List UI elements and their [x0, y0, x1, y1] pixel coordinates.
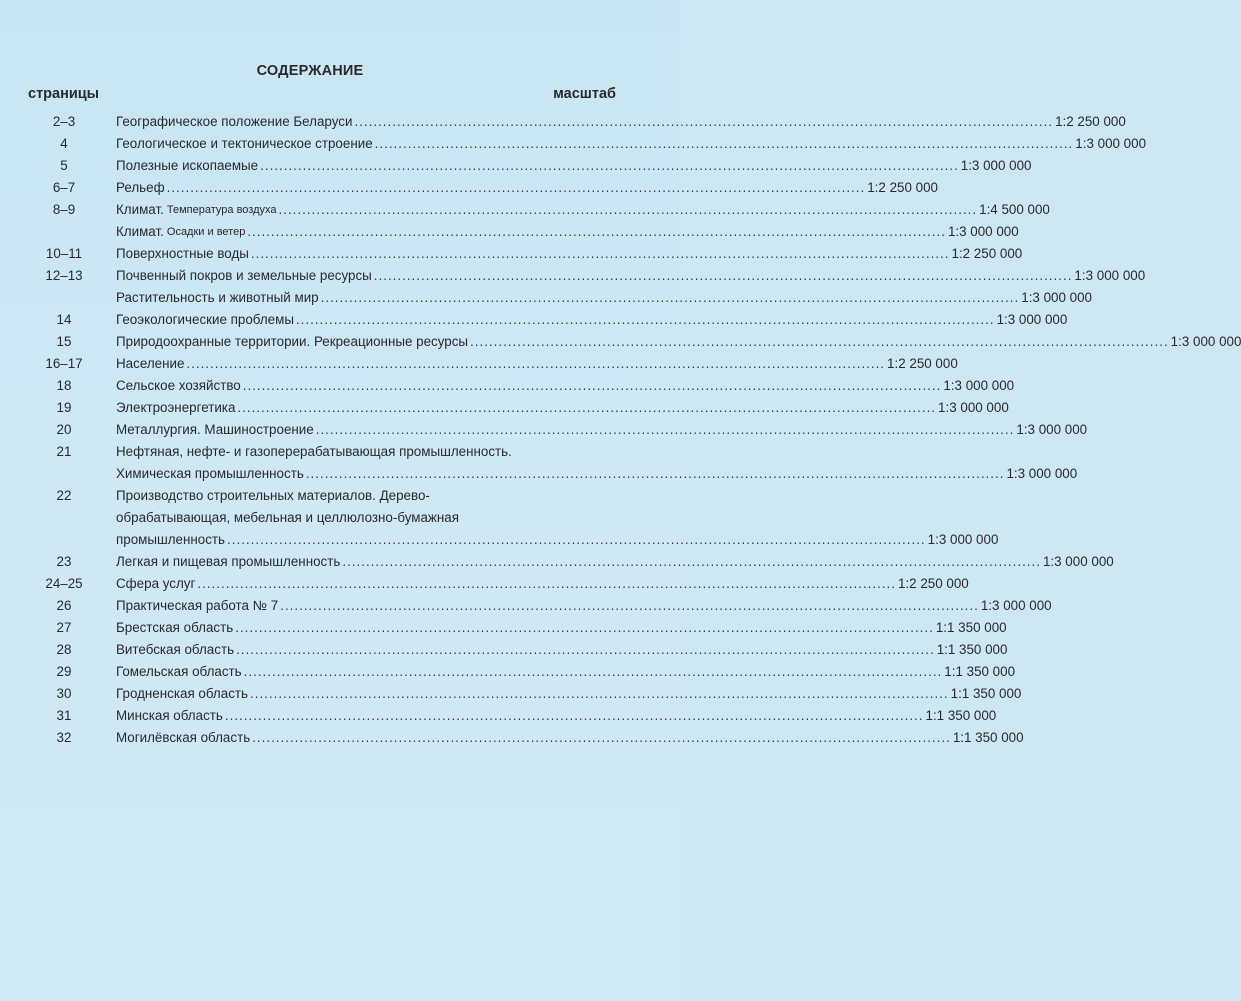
toc-entry: [0, 705, 997, 727]
toc-page-number: 14: [56, 312, 72, 327]
toc-page-number: 31: [56, 708, 72, 723]
toc-entry-title: Сфера услуг: [116, 576, 196, 591]
toc-entry: [0, 617, 1007, 639]
toc-entry-scale: 1:3 000 000: [1042, 554, 1114, 569]
leader-dots: ....................................................................................................................................................: [252, 730, 951, 745]
toc-entry: [0, 243, 1023, 265]
toc-entry: [0, 265, 1146, 287]
toc-entry: [0, 595, 1052, 617]
toc-entry-title: Гомельская область: [116, 664, 242, 679]
leader-dots: ....................................................................................................................................................: [295, 312, 995, 327]
toc-entry-title: Полезные ископаемые: [116, 158, 259, 173]
toc-entry-title: Поверхностные воды: [116, 246, 249, 261]
toc-page-number: 30: [56, 686, 72, 701]
toc-entry: [0, 111, 1126, 133]
toc-entry: [0, 133, 1147, 155]
leader-dots: ....................................................................................................................................................: [470, 334, 1169, 349]
toc-entry-title: Химическая промышленность: [116, 466, 304, 481]
toc-entry: [0, 177, 938, 199]
toc-entry-scale: 1:3 000 000: [960, 158, 1032, 173]
toc-entry-scale: 1:3 000 000: [1021, 290, 1092, 305]
toc-entry-scale: 1:1 350 000: [925, 708, 997, 723]
toc-page-number: 24–25: [45, 576, 83, 591]
toc-entry-scale: 1:3 000 000: [1075, 136, 1147, 151]
toc-page-number: 16–17: [45, 356, 83, 371]
toc-entry-title: Сельское хозяйство: [116, 378, 241, 393]
leader-dots: ....................................................................................................................................................: [354, 114, 1054, 129]
toc-entry-title: Нефтяная, нефте- и газоперерабатывающая промышленность.: [116, 444, 512, 459]
toc-page-number: 22: [56, 488, 72, 503]
toc-entry-title: Гродненская область: [116, 686, 248, 701]
toc-entry: [0, 727, 1024, 749]
toc-page-number: 19: [56, 400, 72, 415]
toc-entry-scale: 1:1 350 000: [936, 642, 1008, 657]
toc-entry: [0, 397, 1009, 419]
toc-entry-text: [116, 397, 1009, 419]
toc-entry-scale: 1:2 250 000: [867, 180, 938, 195]
toc-entry-title: Геоэкологические проблемы: [116, 312, 294, 327]
toc-entry-scale: 1:2 250 000: [887, 356, 958, 371]
toc-page-number: 6–7: [52, 180, 76, 195]
toc-entry-title: Климат.: [116, 202, 164, 217]
toc-entry-subtitle: Температура воздуха: [163, 204, 277, 216]
toc-page-number: 29: [56, 664, 72, 679]
table-of-contents: [0, 111, 1241, 749]
leader-dots: ....................................................................................................................................................: [320, 290, 1020, 305]
toc-entry-title: Электроэнергетика: [116, 400, 236, 415]
toc-entry-text: [116, 375, 1015, 397]
toc-entry-scale: 1:3 000 000: [1074, 268, 1146, 283]
toc-page-number: 21: [56, 444, 72, 459]
toc-entry: [0, 309, 1068, 331]
leader-dots: ....................................................................................................................................................: [280, 598, 979, 613]
toc-entry-scale: 1:2 250 000: [951, 246, 1023, 261]
toc-entry: [0, 221, 1019, 243]
leader-dots: ....................................................................................................................................................: [235, 620, 934, 635]
leader-dots: ....................................................................................................................................................: [236, 642, 935, 657]
leader-dots: ....................................................................................................................................................: [197, 576, 897, 591]
toc-entry: [0, 375, 1015, 397]
toc-entry: [0, 419, 1088, 441]
toc-entry-text: [116, 727, 1024, 749]
scale-column-header: масштаб: [553, 86, 616, 102]
toc-entry: [0, 639, 1008, 661]
toc-page-number: 28: [56, 642, 72, 657]
toc-page-number: 8–9: [52, 202, 76, 217]
toc-entry-text: [116, 177, 938, 199]
toc-entry-title: Минская область: [116, 708, 223, 723]
leader-dots: ....................................................................................................................................................: [227, 532, 926, 547]
toc-entry: [0, 661, 1016, 683]
toc-page-number: 20: [56, 422, 72, 437]
toc-entry-title: Геологическое и тектоническое строение: [116, 136, 373, 151]
leader-dots: ....................................................................................................................................................: [373, 268, 1073, 283]
toc-entry: [0, 573, 969, 595]
toc-entry-title: Рельеф: [116, 180, 165, 195]
toc-page-number: 26: [56, 598, 72, 613]
toc-entry-scale: 1:1 350 000: [935, 620, 1007, 635]
toc-entry: [0, 353, 958, 375]
leader-dots: ....................................................................................................................................................: [260, 158, 959, 173]
toc-page-number: 4: [60, 136, 68, 151]
toc-entry-title: Почвенный покров и земельные ресурсы: [116, 268, 372, 283]
toc-entry-title: Могилёвская область: [116, 730, 251, 745]
leader-dots: ....................................................................................................................................................: [186, 356, 886, 371]
toc-entry-title: Растительность и животный мир: [116, 290, 319, 305]
toc-entry-text: [116, 595, 1052, 617]
toc-entry: [0, 441, 1078, 485]
toc-entry-scale: 1:4 500 000: [979, 202, 1050, 217]
leader-dots: ....................................................................................................................................................: [315, 422, 1015, 437]
toc-entry-scale: 1:2 250 000: [898, 576, 969, 591]
toc-entry-text: [116, 133, 1147, 155]
toc-entry-text: [116, 705, 997, 727]
leader-dots: ....................................................................................................................................................: [237, 400, 937, 415]
toc-entry: [0, 683, 1022, 705]
toc-entry-text: [116, 617, 1007, 639]
toc-entry-title: Практическая работа № 7: [116, 598, 279, 613]
toc-entry-text: [116, 639, 1008, 661]
toc-entry-scale: 1:3 000 000: [938, 400, 1009, 415]
leader-dots: ....................................................................................................................................................: [242, 378, 942, 393]
toc-entry-text: [116, 199, 1050, 221]
toc-entry-text: [116, 551, 1114, 573]
toc-entry: [0, 331, 1241, 353]
leader-dots: ....................................................................................................................................................: [243, 664, 943, 679]
toc-entry-title: Население: [116, 356, 185, 371]
toc-entry-text: [116, 353, 958, 375]
toc-entry-title: Географическое положение Беларуси: [116, 114, 353, 129]
toc-page-number: 32: [56, 730, 72, 745]
toc-page-number: 2–3: [52, 114, 76, 129]
toc-entry-title: обрабатывающая, мебельная и целлюлозно-бумажная: [116, 510, 459, 525]
toc-entry-scale: 1:3 000 000: [947, 224, 1019, 239]
toc-entry: [0, 551, 1114, 573]
toc-page-number: 15: [56, 334, 72, 349]
toc-entry-scale: 1:1 350 000: [952, 730, 1024, 745]
toc-entry-scale: 1:1 350 000: [950, 686, 1022, 701]
toc-entry-text: [116, 331, 1241, 353]
toc-entry-text: [116, 573, 969, 595]
pages-column-header: страницы: [28, 86, 100, 102]
toc-entry-scale: 1:3 000 000: [943, 378, 1015, 393]
toc-entry: [0, 287, 1092, 309]
leader-dots: ....................................................................................................................................................: [166, 180, 866, 195]
page-title: СОДЕРЖАНИЕ: [256, 63, 364, 79]
leader-dots: ....................................................................................................................................................: [247, 224, 946, 239]
toc-entry: [0, 199, 1050, 221]
toc-page-number: 27: [56, 620, 72, 635]
toc-entry-scale: 1:3 000 000: [927, 532, 999, 547]
toc-entry: [0, 485, 999, 551]
toc-entry-text: [116, 309, 1068, 331]
leader-dots: ....................................................................................................................................................: [250, 246, 950, 261]
toc-entry-title: Витебская область: [116, 642, 235, 657]
leader-dots: ....................................................................................................................................................: [374, 136, 1074, 151]
toc-page-number: 10–11: [45, 246, 83, 261]
toc-entry-title: Климат.: [116, 224, 164, 239]
toc-page-number: 12–13: [45, 268, 83, 283]
toc-entry-text: [116, 221, 1019, 243]
toc-entry-text: [116, 661, 1016, 683]
toc-page-number: 18: [56, 378, 72, 393]
toc-entry-title: промышленность: [116, 532, 226, 547]
toc-entry-text: [116, 485, 999, 551]
leader-dots: ....................................................................................................................................................: [224, 708, 924, 723]
toc-entry-title: Брестская область: [116, 620, 234, 635]
toc-entry-text: [116, 111, 1126, 133]
leader-dots: ....................................................................................................................................................: [278, 202, 978, 217]
toc-entry-text: [116, 419, 1088, 441]
toc-entry: [0, 155, 1032, 177]
toc-entry-scale: 1:3 000 000: [996, 312, 1068, 327]
toc-entry-text: [116, 155, 1032, 177]
toc-entry-title: Производство строительных материалов. Дерево-: [116, 488, 430, 503]
toc-entry-scale: 1:2 250 000: [1055, 114, 1126, 129]
toc-entry-text: [116, 287, 1092, 309]
toc-entry-title: Природоохранные территории. Рекреационные ресурсы: [116, 334, 469, 349]
toc-page-number: 5: [60, 158, 68, 173]
leader-dots: ....................................................................................................................................................: [305, 466, 1005, 481]
toc-entry-text: [116, 265, 1146, 287]
toc-entry-scale: 1:3 000 000: [1170, 334, 1241, 349]
toc-entry-scale: 1:3 000 000: [1006, 466, 1078, 481]
toc-entry-title: Легкая и пищевая промышленность: [116, 554, 341, 569]
toc-entry-scale: 1:3 000 000: [980, 598, 1052, 613]
toc-entry-text: [116, 441, 1078, 485]
toc-page-number: 23: [56, 554, 72, 569]
toc-entry-title: Металлургия. Машиностроение: [116, 422, 314, 437]
toc-entry-subtitle: Осадки и ветер: [163, 226, 246, 238]
toc-entry-text: [116, 243, 1023, 265]
toc-entry-text: [116, 683, 1022, 705]
leader-dots: ....................................................................................................................................................: [342, 554, 1041, 569]
toc-entry-scale: 1:3 000 000: [1016, 422, 1088, 437]
toc-entry-scale: 1:1 350 000: [944, 664, 1016, 679]
leader-dots: ....................................................................................................................................................: [250, 686, 949, 701]
